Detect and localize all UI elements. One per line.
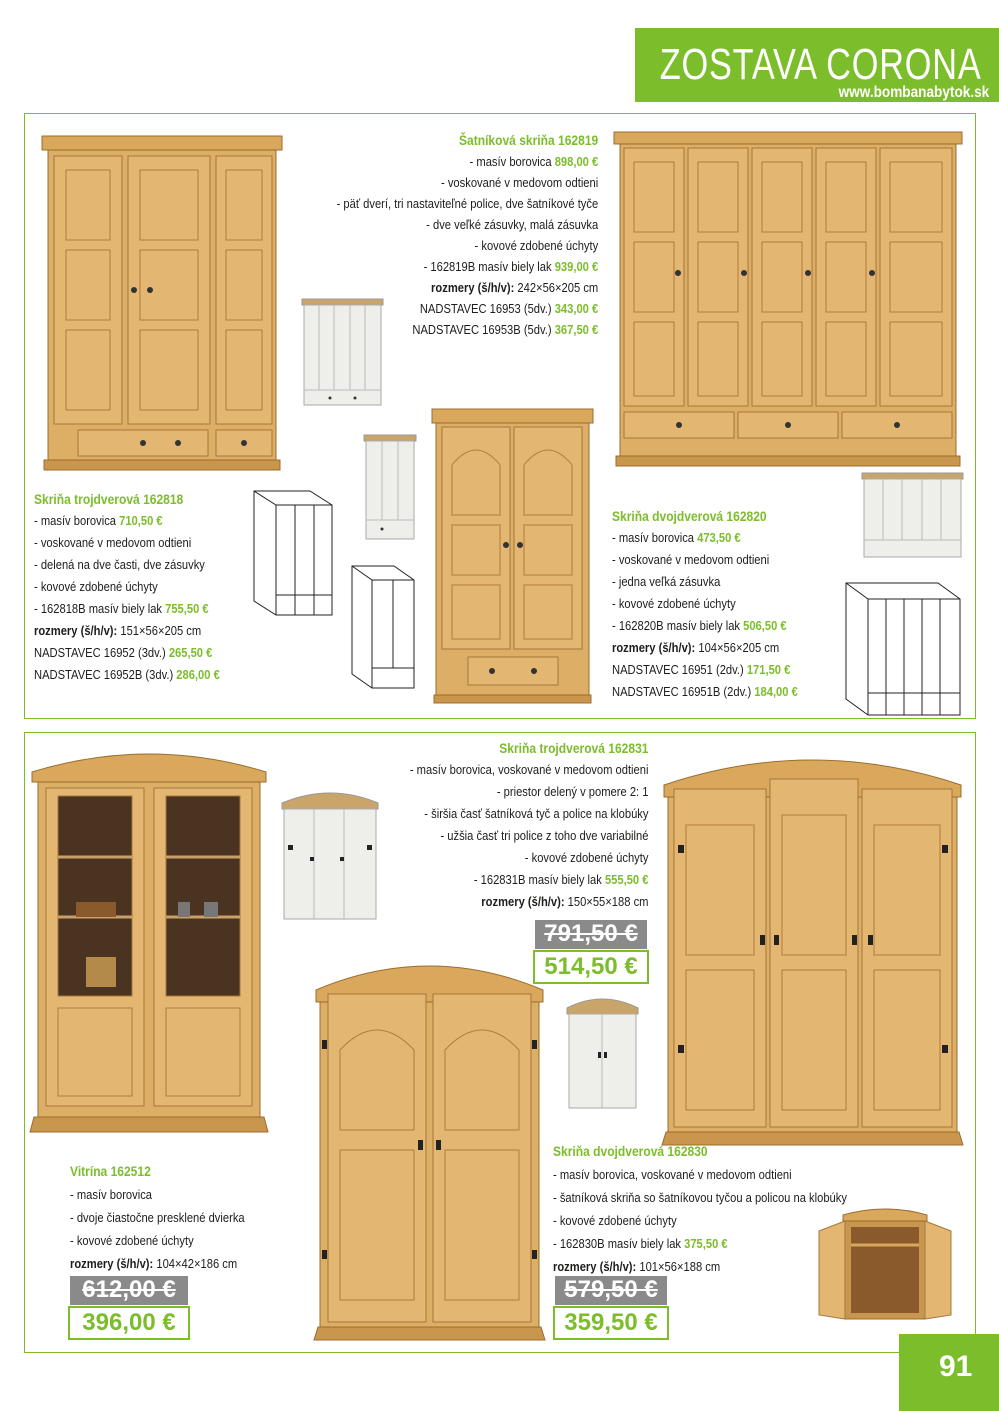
product-162512-title: Vitrína 162512 xyxy=(70,1163,151,1179)
product-162819-title: Šatníková skriňa 162819 xyxy=(458,132,598,148)
product-162831-description: Skriňa trojdverová 162831 - masív borovica, voskované v medovom odtieni - priestor delený v pomere 2: 1 - širšia časť šatníková tyč a police na klobúky - užšia časť tri police z toho dve variabilné - kovové zdobené úchyty - 162831B masív biely lak 555,50 € rozmery (š/h/v): 150×55×188 cm xyxy=(371,737,648,913)
website-url[interactable]: www.bombanabytok.sk xyxy=(838,84,989,101)
price: 555,50 € xyxy=(604,872,648,887)
price: 710,50 € xyxy=(119,513,163,528)
wardrobe-162819-diagram xyxy=(842,575,964,720)
header-banner xyxy=(635,28,999,102)
old-price-162831: 791,50 € xyxy=(535,920,647,949)
product-162818-title: Skriňa trojdverová 162818 xyxy=(34,491,184,507)
wardrobe-162831b-white-image xyxy=(280,785,380,925)
wardrobe-162830b-white-image xyxy=(565,992,640,1112)
product-162512-description: Vitrína 162512 - masív borovica - dvoje čiastočne presklené dvierka - kovové zdobené úchyty rozmery (š/h/v): 104×42×186 cm xyxy=(70,1160,273,1275)
wardrobe-162818-image xyxy=(38,130,286,475)
catalog-title: ZOSTAVA CORONA xyxy=(659,40,981,89)
old-price-162512: 612,00 € xyxy=(70,1276,188,1305)
display-cabinet-162512-image xyxy=(28,742,270,1137)
product-162819-description: Šatníková skriňa 162819 - masív borovica 898,00 € - voskované v medovom odtieni - päť dverí, tri nastaviteľné police, dve šatníkové tyče - dve veľké zásuvky, malá zásuvka - kovové zdobené úchyty - 162819B masív biely lak 939,00 € rozmery (š/h/v): 242×56×205 cm NADSTAVEC 16953 (5dv.) 343,00 € NADSTAVEC 16953B (5dv.) 367,50 € xyxy=(336,132,598,337)
price: 375,50 € xyxy=(684,1236,728,1251)
wardrobe-162820-image xyxy=(430,405,595,705)
wardrobe-162820-diagram xyxy=(348,558,418,693)
product-162820-title: Skriňa dvojdverová 162820 xyxy=(612,508,767,524)
price: 286,00 € xyxy=(176,667,220,682)
product-162830-description: Skriňa dvojdverová 162830 - masív borovica, voskované v medovom odtieni - šatníková skriňa so šatníkovou tyčou a policou na klobúky - kovové zdobené úchyty - 162830B masív biely lak 375,50 € rozmery (š/h/v): 101×56×188 cm xyxy=(553,1140,895,1278)
wardrobe-162831-image xyxy=(660,745,965,1150)
price: 171,50 € xyxy=(746,662,791,677)
price: 939,00 € xyxy=(554,259,598,274)
price: 367,50 € xyxy=(554,322,598,337)
wardrobe-162818b-white-image xyxy=(362,432,418,542)
wardrobe-162819-image xyxy=(612,128,964,468)
page-number: 91 xyxy=(899,1334,999,1411)
product-162820-description: Skriňa dvojdverová 162820 - masív borovica 473,50 € - voskované v medovom odtieni - jedna veľká zásuvka - kovové zdobené úchyty - 162820B masív biely lak 506,50 € rozmery (š/h/v): 104×56×205 cm NADSTAVEC 16951 (2dv.) 171,50 € NADSTAVEC 16951B (2dv.) 184,00 € xyxy=(612,505,828,703)
new-price-162830: 359,50 € xyxy=(553,1306,669,1340)
wardrobe-white-5door-image xyxy=(860,470,965,560)
price: 755,50 € xyxy=(165,601,209,616)
old-price-162830: 579,50 € xyxy=(555,1276,667,1305)
product-162830-title: Skriňa dvojdverová 162830 xyxy=(553,1143,708,1159)
product-162831-title: Skriňa trojdverová 162831 xyxy=(498,740,648,756)
new-price-162512: 396,00 € xyxy=(68,1306,190,1340)
product-162818-description: Skriňa trojdverová 162818 - masív borovica 710,50 € - voskované v medovom odtieni - delená na dve časti, dve zásuvky - kovové zdobené úchyty - 162818B masív biely lak 755,50 € rozmery (š/h/v): 151×56×205 cm NADSTAVEC 16952 (3dv.) 265,50 € NADSTAVEC 16952B (3dv.) 286,00 € xyxy=(34,488,250,686)
price: 265,50 € xyxy=(168,645,213,660)
wardrobe-162818-diagram xyxy=(250,485,335,620)
price: 473,50 € xyxy=(697,530,741,545)
price: 506,50 € xyxy=(743,618,787,633)
price: 184,00 € xyxy=(754,684,798,699)
price: 898,00 € xyxy=(554,154,598,169)
price: 343,00 € xyxy=(554,301,598,316)
wardrobe-162830-image xyxy=(312,950,547,1345)
new-price-162831: 514,50 € xyxy=(533,950,649,984)
